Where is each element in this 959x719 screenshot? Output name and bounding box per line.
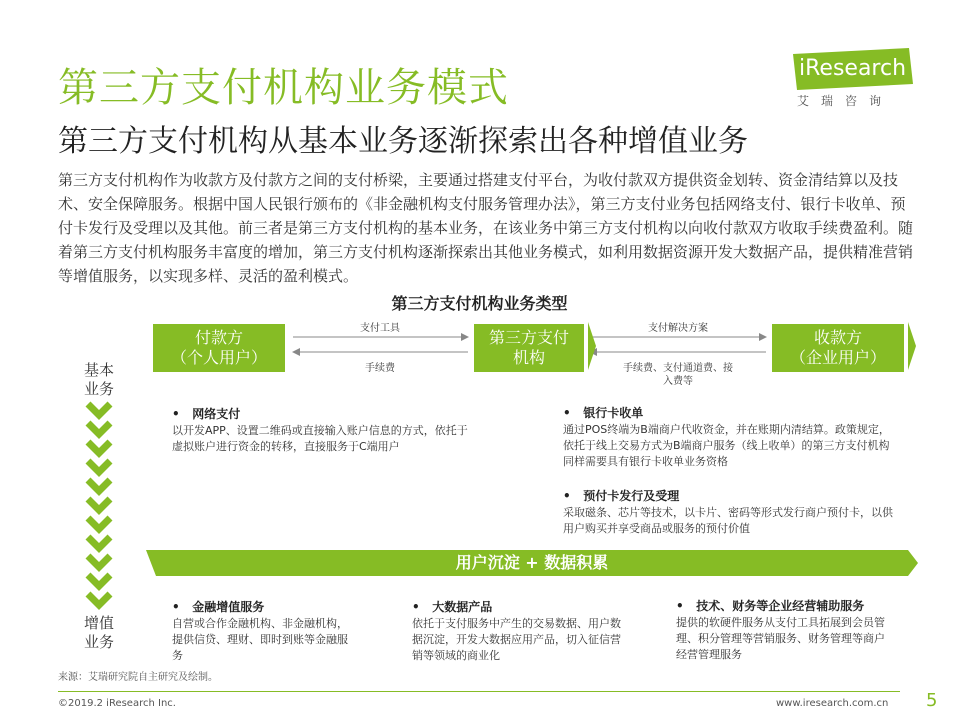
payer-box-title: 付款方	[194, 328, 243, 347]
data-accumulation-band: 用户沉淀 + 数据积累	[156, 550, 908, 576]
service-body-financial: 自营或合作金融机构、非金融机构，提供信贷、理财、即时到账等金融服务	[172, 617, 348, 662]
footer-divider	[58, 691, 900, 692]
side-label-value-line1: 增值	[83, 614, 114, 632]
label-fee-left: 手续费	[365, 363, 395, 374]
service-title-bank-card-acquiring: 银行卡收单	[583, 406, 644, 420]
service-heading: • 银行卡收单	[563, 406, 644, 420]
website-url: www.iresearch.com.cn	[776, 698, 889, 709]
service-body-online-payment: 以开发APP、设置二维码或直接输入账户信息的方式，依托于虚拟账户进行资金的转移，直接服务于C端用户	[172, 424, 468, 453]
intro-paragraph: 第三方支付机构作为收款方及付款方之间的支付桥梁，主要通过搭建支付平台，为收付款双方提供资金划转、资金清结算以及技术、安全保障服务。根据中国人民银行颁布的《非金融机构支付服务管理办法》，第三方支付业务包括网络支付、银行卡收单、预付卡发行及受理以及其他。前三者是第三方支付机构的基本业务，在该业务中第三方支付机构以向收付款双方收取手续费盈利。随着第三方支付机构服务丰富度的增加，第三方支付机构逐渐探索出其他业务模式，如利用数据资源开发大数据产品，提供精准营销等增值服务，以实现多样、灵活的盈利模式。	[58, 171, 914, 285]
diagram-title: 第三方支付机构业务类型	[391, 294, 568, 313]
band-right-tip	[908, 550, 918, 576]
payer-box-subtitle: （个人用户）	[170, 348, 267, 367]
service-body-big-data: 依托于支付服务中产生的交易数据、用户数据沉淀，开发大数据应用产品，切入征信营销等领域的商业化	[412, 617, 621, 662]
payee-box-title: 收款方	[813, 328, 862, 347]
side-label-basic	[79, 361, 119, 399]
platform-box-title: 第三方支付	[488, 328, 569, 347]
label-fees-right-line2: 入费等	[663, 376, 693, 387]
payee-box-subtitle: （企业用户）	[789, 348, 886, 367]
platform-box-subtitle: 机构	[512, 348, 545, 367]
payee-box	[772, 324, 904, 372]
label-payment-tools: 支付工具	[360, 323, 400, 334]
copyright: ©2019.2 iResearch Inc.	[58, 698, 176, 709]
service-heading: • 网络支付	[172, 407, 241, 421]
logo-chinese-text: 艾瑞咨询	[797, 94, 894, 108]
logo-text: iResearch	[799, 56, 907, 81]
side-label-basic-line2: 业务	[83, 380, 114, 398]
payee-box-notch	[908, 322, 916, 370]
service-title-financial: 金融增值服务	[192, 600, 265, 614]
page-number: 5	[926, 690, 938, 711]
service-heading: • 预付卡发行及受理	[563, 489, 680, 503]
center-box-right-notch	[588, 322, 596, 370]
label-fees-right-line1: 手续费、支付通道费、接	[623, 363, 733, 374]
source-note: 来源：艾瑞研究院自主研究及绘制。	[58, 672, 218, 683]
side-label-value-line2: 业务	[83, 633, 114, 651]
service-title-big-data: 大数据产品	[432, 600, 493, 614]
service-body-business-support: 提供的软硬件服务从支付工具拓展到会员管理、积分管理等营销服务、财务管理等商户经营管理服务	[676, 616, 885, 661]
service-heading: • 金融增值服务	[172, 600, 265, 614]
platform-box	[474, 324, 584, 372]
label-payment-solutions: 支付解决方案	[648, 323, 708, 334]
side-label-value-added	[79, 614, 119, 652]
page-title: 第三方支付机构业务模式	[58, 65, 509, 111]
service-body-bank-card-acquiring: 通过POS终端为B端商户代收资金，并在账期内清结算。政策规定，依托于线上交易方式为B端商户服务（线上收单）的第三方支付机构同样需要具有银行卡收单业务资格	[563, 423, 890, 468]
service-body-prepaid-card: 采取磁条、芯片等技术，以卡片、密码等形式发行商户预付卡，以供用户购买并享受商品或服务的预付价值	[563, 506, 893, 535]
service-title-online-payment: 网络支付	[192, 407, 241, 421]
payer-box	[153, 324, 285, 372]
service-title-business-support: 技术、财务等企业经营辅助服务	[696, 599, 865, 613]
service-title-prepaid-card: 预付卡发行及受理	[583, 489, 680, 503]
band-left-tip	[146, 550, 156, 576]
side-label-basic-line1: 基本	[83, 361, 114, 379]
page-subtitle: 第三方支付机构从基本业务逐渐探索出各种增值业务	[58, 124, 748, 159]
service-heading: • 技术、财务等企业经营辅助服务	[676, 599, 865, 613]
service-heading: • 大数据产品	[412, 600, 493, 614]
chevron-arrow-column	[88, 404, 110, 605]
